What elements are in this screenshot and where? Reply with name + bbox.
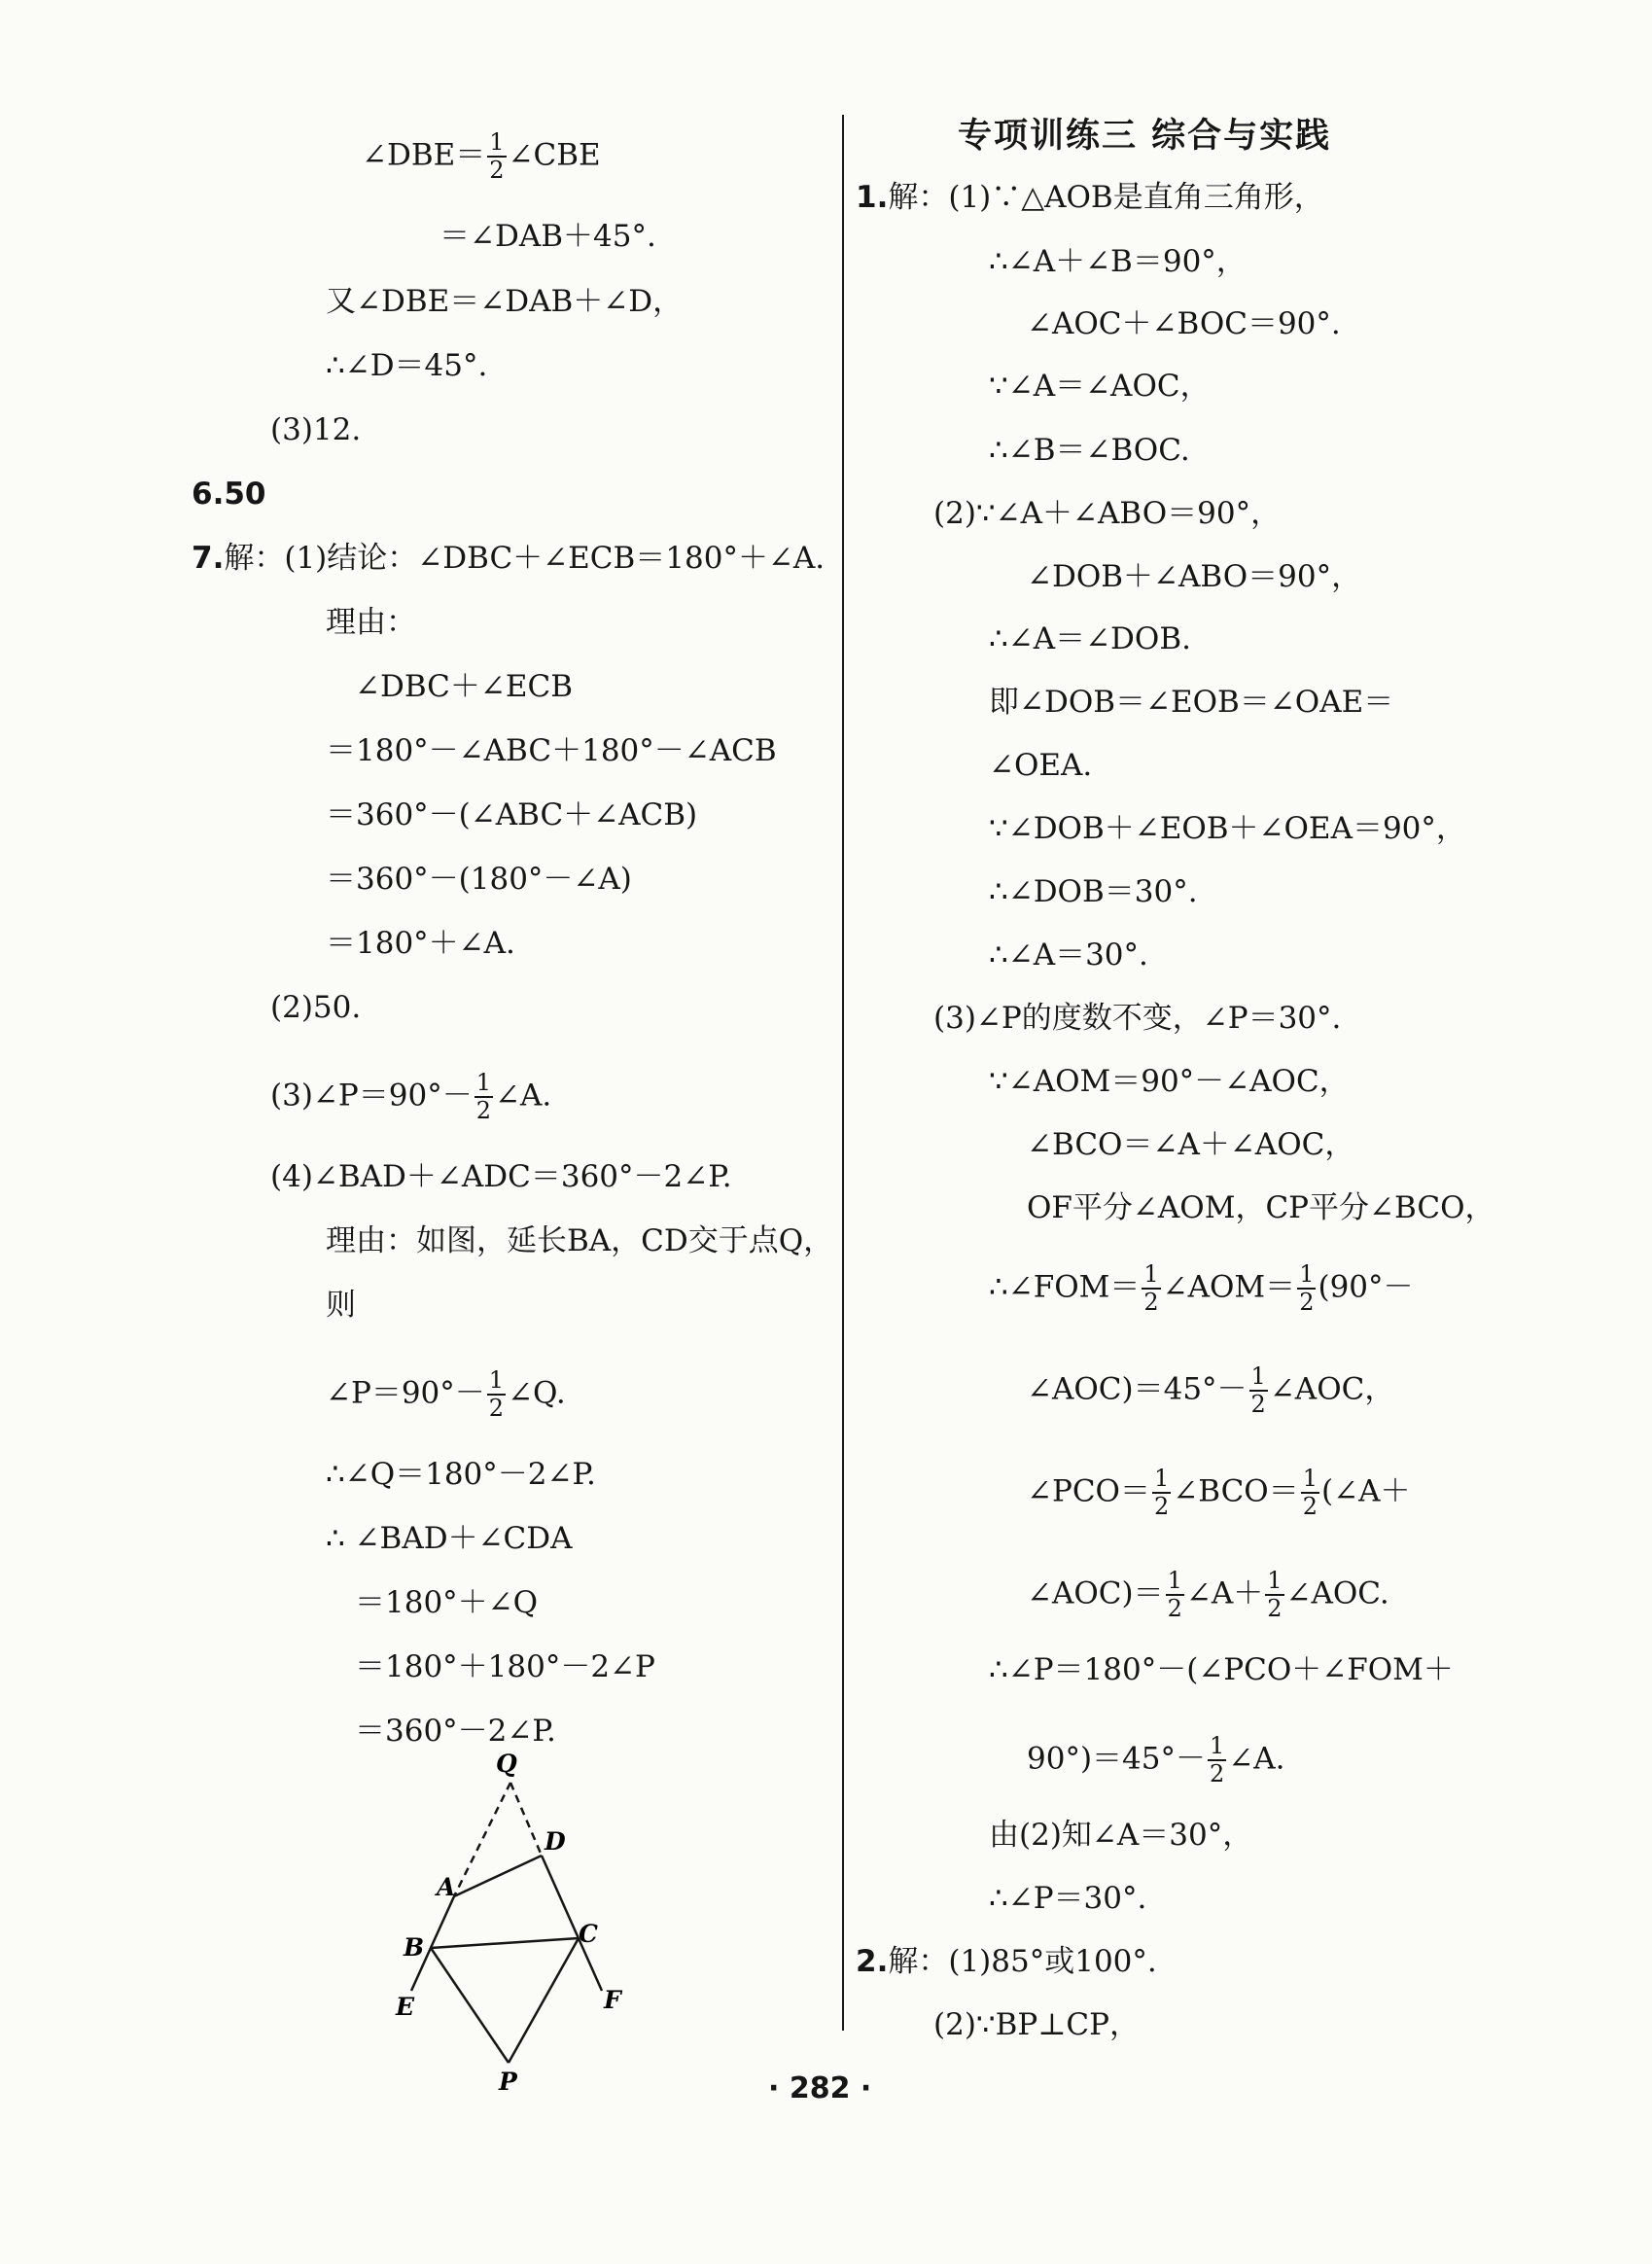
problem-1-line: 1.解：(1)∵△AOB是直角三角形，	[856, 180, 1324, 215]
math-line: (3)∠P的度数不变，∠P＝30°.	[933, 1001, 1342, 1036]
text-line: 理由：如图，延长BA，CD交于点Q，	[326, 1223, 834, 1258]
fraction-half: $\frac{1}{2}$	[1250, 1362, 1266, 1418]
math-line: ∠DBC＋∠ECB	[355, 669, 574, 704]
math-line: ∠DOB＋∠ABO＝90°，	[1027, 559, 1362, 594]
label-b: B	[404, 1933, 425, 1962]
segment-bp	[431, 1948, 509, 2063]
math-line: ＝∠DAB＋45°.	[439, 219, 656, 254]
math-line: 由(2)知∠A＝30°，	[989, 1818, 1253, 1853]
math-line: ＝180°＋180°－2∠P	[355, 1649, 655, 1684]
math-line: ∴∠FOM＝ $\frac{1}{2}$ ∠AOM＝ $\frac{1}{2}$ (90°－	[989, 1260, 1414, 1316]
math-line: ∠AOC)＝45°－ $\frac{1}{2}$ ∠AOC，	[1027, 1362, 1395, 1418]
segment-bc	[431, 1938, 579, 1948]
fraction-half: $\frac{1}{2}$	[1267, 1567, 1283, 1622]
math-line: ∴∠B＝∠BOC.	[989, 433, 1190, 468]
math-line: (4)∠BAD＋∠ADC＝360°－2∠P.	[270, 1159, 732, 1194]
segment-cp	[509, 1938, 579, 2063]
problem-number: 1.	[856, 180, 889, 215]
math-line: ∴∠A＝30°.	[989, 937, 1148, 973]
math-line: ∵∠AOM＝90°－∠AOC，	[989, 1064, 1350, 1099]
math-line: ∵∠DOB＋∠EOB＋∠OEA＝90°，	[989, 811, 1466, 846]
math-line: 即∠DOB＝∠EOB＝∠OAE＝	[989, 685, 1394, 720]
math-line: ∴∠P＝30°.	[989, 1881, 1147, 1916]
math-line: ∠AOC＋∠BOC＝90°.	[1027, 306, 1341, 341]
dashed-line-qa	[454, 1783, 510, 1896]
math-line: ＝180°＋∠A.	[326, 926, 515, 961]
math-line: ∴∠P＝180°－(∠PCO＋∠FOM＋	[989, 1652, 1454, 1687]
math-line: (2)∵BP⊥CP，	[933, 2007, 1141, 2042]
math-line: ∠OEA.	[989, 748, 1093, 783]
label-q: Q	[496, 1750, 517, 1778]
math-line: 又∠DBE＝∠DAB＋∠D，	[326, 284, 684, 319]
math-line: ＝180°－∠ABC＋180°－∠ACB	[326, 733, 777, 768]
fraction-half: $\frac{1}{2}$	[1153, 1465, 1170, 1520]
geometry-figure	[384, 1736, 637, 2096]
fraction-half: $\frac{1}{2}$	[1210, 1732, 1225, 1787]
math-line: ∠PCO＝ $\frac{1}{2}$ ∠BCO＝ $\frac{1}{2}$ (∠A＋	[1027, 1465, 1411, 1520]
fraction-half: $\frac{1}{2}$	[488, 1366, 505, 1422]
dashed-line-qd	[510, 1783, 542, 1856]
math-line: ∠P＝90°－ $\frac{1}{2}$ ∠Q.	[326, 1366, 566, 1422]
problem-number: 2.	[856, 1944, 889, 1979]
label-p: P	[499, 2068, 517, 2096]
text-line: 则	[326, 1288, 356, 1323]
math-line: ∵∠A＝∠AOC，	[989, 369, 1211, 404]
math-line: ∴∠A＝∠DOB.	[989, 621, 1191, 656]
problem-number: 7.	[192, 541, 225, 576]
math-line: ∴ ∠BAD＋∠CDA	[326, 1521, 573, 1556]
math-line: ∴∠A＋∠B＝90°，	[989, 244, 1247, 279]
answer-line: (2)50.	[270, 990, 362, 1025]
math-line: (2)∵∠A＋∠ABO＝90°，	[933, 496, 1282, 531]
fraction-half: $\frac{1}{2}$	[1167, 1567, 1182, 1622]
label-f: F	[604, 1986, 621, 2014]
text-line: 理由：	[326, 605, 416, 640]
math-line: OF平分∠AOM，CP平分∠BCO，	[1027, 1190, 1495, 1225]
math-line: ＝180°＋∠Q	[355, 1585, 539, 1620]
math-line: ∴∠D＝45°.	[326, 348, 488, 383]
column-divider	[842, 115, 844, 2031]
label-a: A	[437, 1873, 456, 1901]
math-line: ∠AOC)＝ $\frac{1}{2}$ ∠A＋ $\frac{1}{2}$ ∠AOC.	[1027, 1567, 1389, 1622]
math-line: ∴∠DOB＝30°.	[989, 874, 1198, 909]
segment-ad	[454, 1856, 542, 1896]
math-line: ＝360°－(∠ABC＋∠ACB)	[326, 797, 698, 832]
answer-line: (3)12.	[270, 412, 362, 447]
label-e: E	[396, 1993, 415, 2021]
fraction-half: $\frac{1}{2}$	[1299, 1260, 1315, 1316]
math-line: ＝360°－(180°－∠A)	[326, 862, 632, 897]
label-d: D	[545, 1827, 566, 1856]
math-line: ＝360°－2∠P.	[355, 1714, 556, 1749]
fraction-half: $\frac{1}{2}$	[489, 128, 505, 184]
label-c: C	[579, 1920, 598, 1948]
math-line: ∠BCO＝∠A＋∠AOC，	[1027, 1127, 1355, 1162]
math-line: ∴∠Q＝180°－2∠P.	[326, 1457, 596, 1492]
section-title: 专项训练三 综合与实践	[958, 117, 1332, 156]
fraction-half: $\frac{1}{2}$	[475, 1069, 491, 1124]
math-line: (3)∠P＝90°－ $\frac{1}{2}$ ∠A.	[270, 1069, 552, 1124]
page-number: · 282 ·	[768, 2071, 872, 2105]
fraction-half: $\frac{1}{2}$	[1302, 1465, 1318, 1520]
math-line: 90°)＝45°－ $\frac{1}{2}$ ∠A.	[1027, 1732, 1285, 1787]
problem-2-line: 2.解：(1)85°或100°.	[856, 1944, 1157, 1979]
eq-dbe-half-cbe: ∠DBE＝ $\frac{1}{2}$ ∠CBE	[362, 128, 601, 184]
answer-6: 6.50	[192, 477, 266, 512]
problem-7-line: 7.解：(1)结论：∠DBC＋∠ECB＝180°＋∠A.	[192, 541, 826, 576]
fraction-half: $\frac{1}{2}$	[1143, 1260, 1159, 1316]
